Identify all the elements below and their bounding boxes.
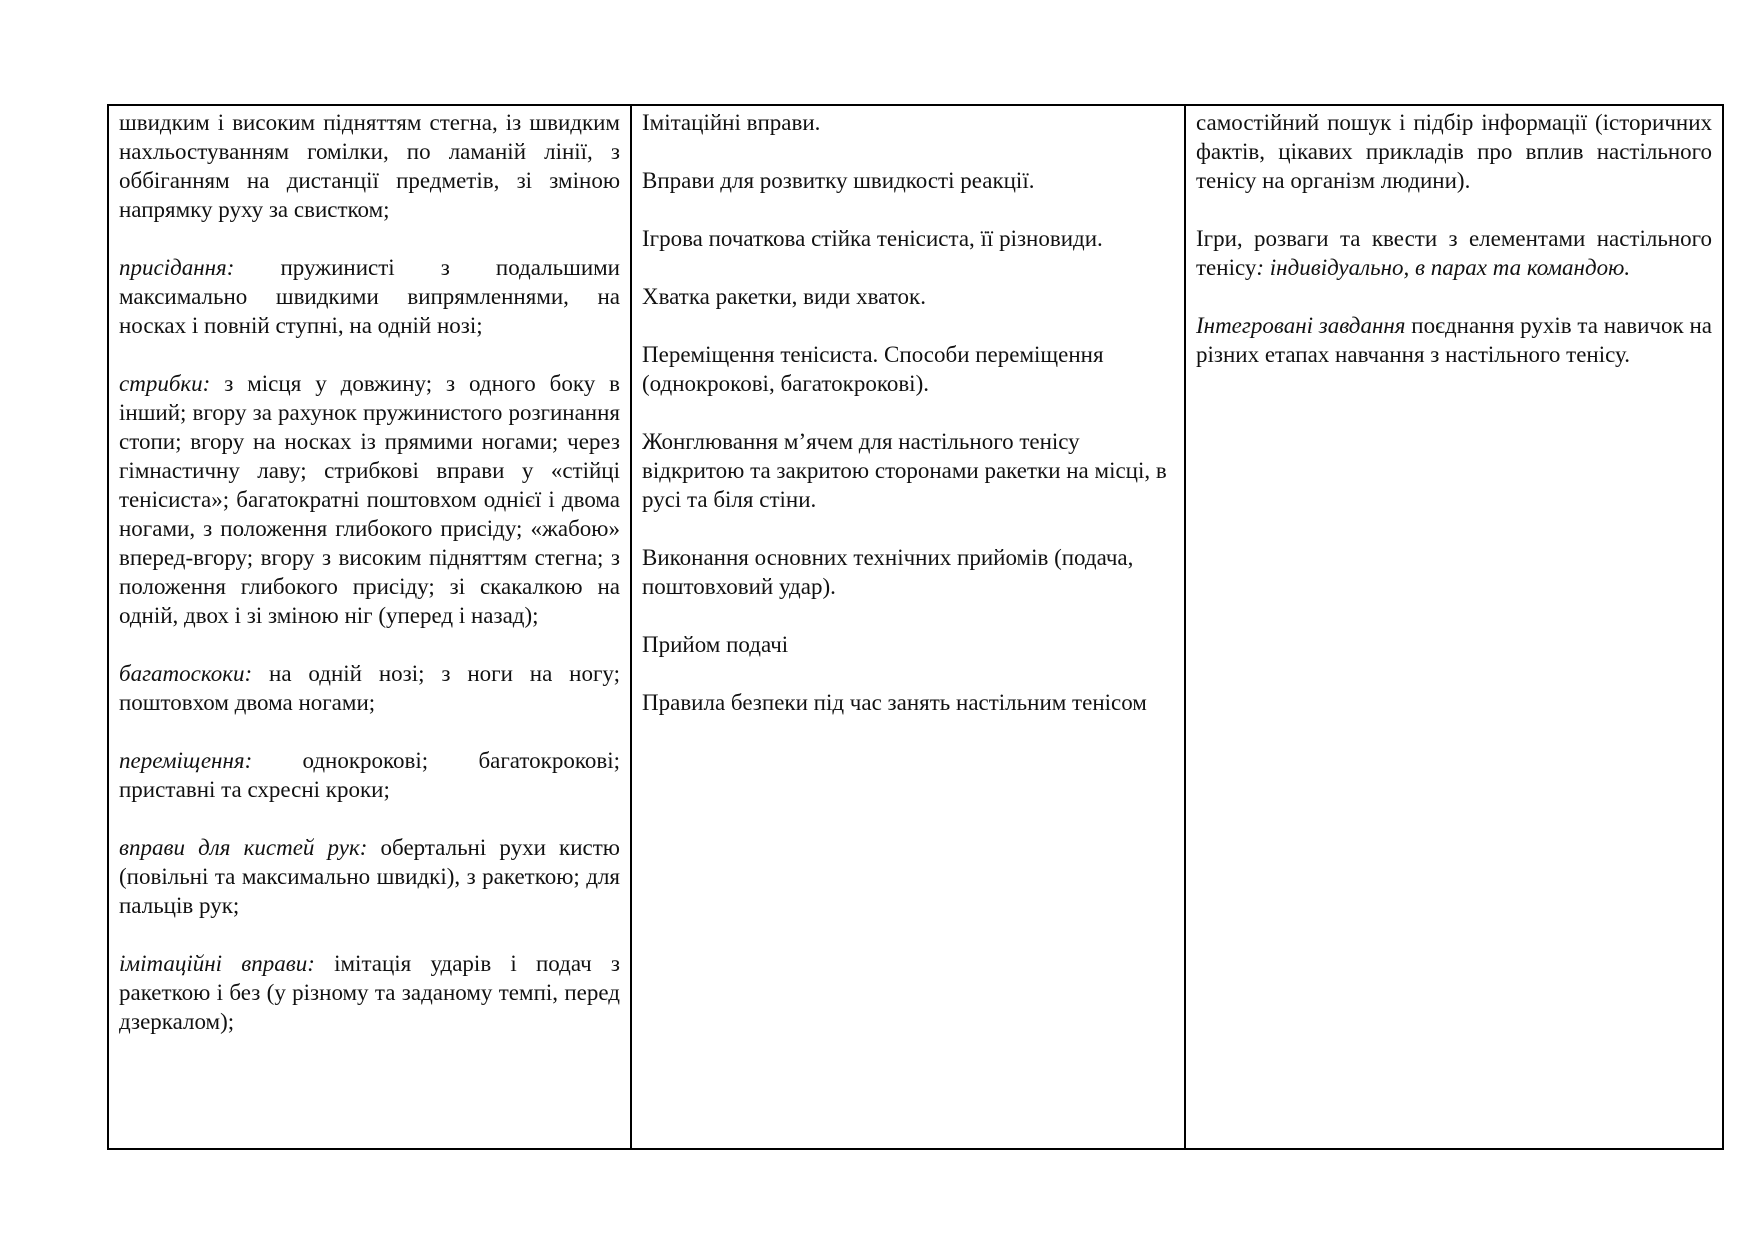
paragraph-text: на одній нозі; з ноги на ногу; поштовхом двома ногами; (119, 661, 620, 715)
paragraph: Жонглювання м’ячем для настільного тенісу відкритою та закритою сторонами ракетки на місці, в русі та біля стіни. (642, 429, 1167, 512)
paragraph-text: обертальні рухи кистю (повільні та максимально швидкі), з ракеткою; для пальців рук; (119, 835, 620, 918)
paragraph (119, 659, 620, 717)
paragraph: Хватка ракетки, види хваток. (642, 284, 926, 309)
italic-term: переміщення: (119, 748, 253, 773)
paragraph-text: поєднання рухів та навичок на різних етапах навчання з настільного тенісу. (1196, 313, 1713, 367)
paragraph (119, 253, 620, 340)
paragraph-text: однокрокові; багатокрокові; приставні та схресні кроки; (119, 748, 620, 802)
paragraph (119, 108, 620, 224)
paragraph: Виконання основних технічних прийомів (подача, поштовховий удар). (642, 545, 1134, 599)
paragraph (1196, 311, 1712, 369)
italic-term: : індивідуально, в парах та командою. (1256, 255, 1631, 280)
italic-term: імітаційні вправи: (119, 951, 315, 976)
paragraph (1196, 224, 1712, 282)
curriculum-table (107, 104, 1724, 1150)
italic-term: багатоскоки: (119, 661, 253, 686)
italic-term: вправи для кистей рук: (119, 835, 368, 860)
paragraph: Імітаційні вправи. (642, 110, 821, 135)
table-cell-topics (631, 105, 1185, 1149)
paragraph-text: швидким і високим підняттям стегна, із швидким нахльостуванням гомілки, по ламаній лінії, з оббіганням на дистанції предметів, зі зміною напрямку руху за свистком; (119, 110, 620, 222)
table-cell-activities (1185, 105, 1723, 1149)
italic-term: Інтегровані завдання (1196, 313, 1406, 338)
table-cell-exercises (108, 105, 631, 1149)
paragraph (119, 833, 620, 920)
paragraph (119, 949, 620, 1036)
paragraph: Вправи для розвитку швидкості реакції. (642, 168, 1035, 193)
paragraph-text: імітація ударів і подач з ракеткою і без (у різному та заданому темпі, перед дзеркалом); (119, 951, 621, 1034)
paragraph: Прийом подачі (642, 632, 789, 657)
table-row (108, 105, 1723, 1149)
paragraph: Правила безпеки під час занять настільним тенісом (642, 690, 1147, 715)
paragraph (119, 746, 620, 804)
italic-term: стрибки: (119, 371, 211, 396)
italic-term: присідання: (119, 255, 235, 280)
paragraph-text: з місця у довжину; з одного боку в інший; вгору за рахунок пружинистого розгинання стопи; вгору на носках із прямими ногами; через гімнастичну лаву; стрибкові вправи у «стійці тенісиста»; багатократні поштовхом однієї і двома ногами, з положення глибокого присіду; «жабою» вперед-вгору; вгору з високим підняттям стегна; з положення глибокого присіду; зі скакалкою на одній, двох і зі зміною ніг (уперед і назад); (119, 371, 620, 628)
paragraph: самостійний пошук і підбір інформації (історичних фактів, цікавих прикладів про вплив настільного тенісу на організм людини). (1196, 110, 1712, 193)
paragraph: Ігрова початкова стійка тенісиста, її різновиди. (642, 226, 1103, 251)
paragraph (119, 369, 620, 630)
paragraph-text: пружинисті з подальшими максимально швидкими випрямленнями, на носках і повній ступні, на одній нозі; (119, 255, 620, 338)
paragraph: Переміщення тенісиста. Способи переміщення (однокрокові, багатокрокові). (642, 342, 1104, 396)
paragraph-text: Ігри, розваги та квести з елементами настільного тенісу (1196, 226, 1712, 280)
